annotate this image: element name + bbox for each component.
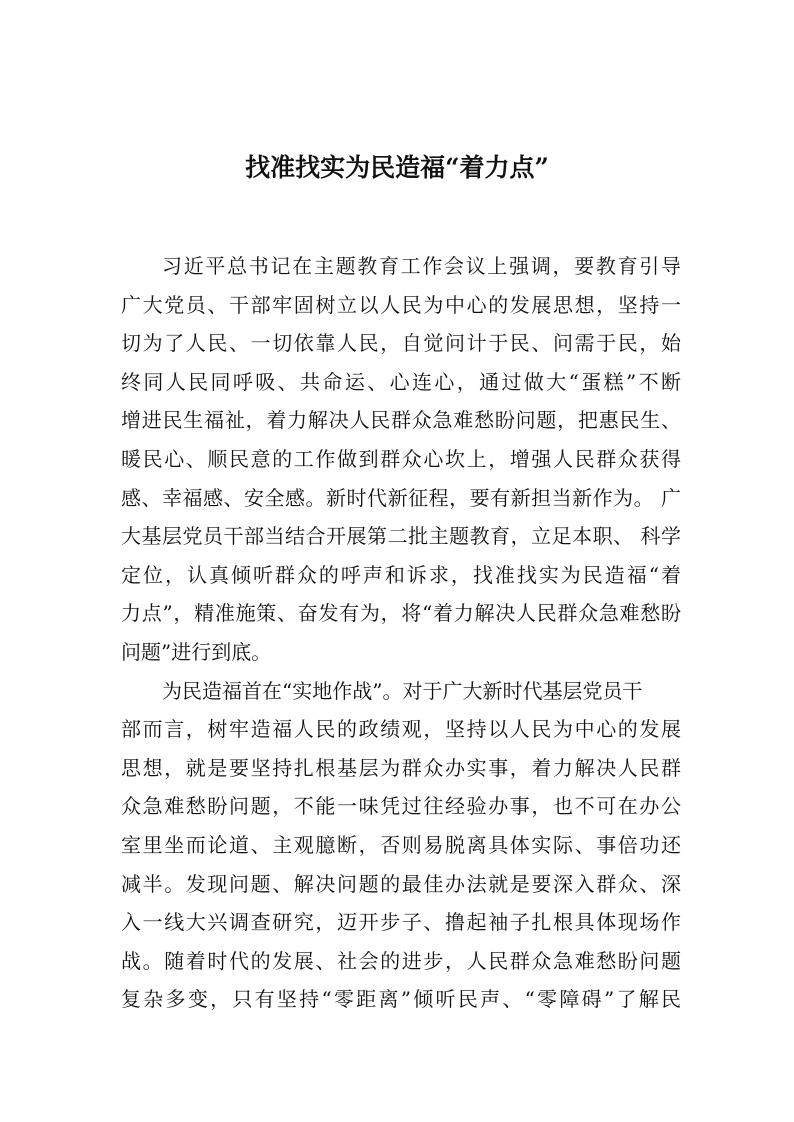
paragraph-line: 终同人民同呼吸、共命运、心连心，通过做大“蛋糕”不断 — [121, 369, 681, 394]
paragraph-1 — [121, 247, 681, 672]
document-title: 找准找实为民造福“着力点” — [245, 153, 549, 182]
paragraph-2 — [121, 672, 681, 1019]
paragraph-line: 感、幸福感、安全感。新时代新征程，要有新担当新作为。 广 — [121, 485, 681, 510]
paragraph-line: 部而言，树牢造福人民的政绩观，坚持以人民为中心的发展 — [121, 717, 681, 742]
paragraph-line: 为民造福首在“实地作战”。对于广大新时代基层党员干 — [162, 678, 643, 703]
paragraph-line: 众急难愁盼问题，不能一味凭过往经验办事，也不可在办公 — [121, 794, 681, 819]
paragraph-line: 力点”，精准施策、奋发有为，将“着力解决人民群众急难愁盼 — [121, 601, 681, 626]
paragraph-line: 习近平总书记在主题教育工作会议上强调，要教育引导 — [162, 254, 681, 278]
paragraph-line: 思想，就是要坚持扎根基层为群众办实事，着力解决人民群 — [121, 755, 681, 780]
paragraph-line: 切为了人民、一切依靠人民，自觉问计于民、问需于民，始 — [121, 331, 681, 356]
paragraph-line: 增进民生福祉，着力解决人民群众急难愁盼问题，把惠民生、 — [121, 408, 681, 433]
paragraph-line: 入一线大兴调查研究，迈开步子、撸起袖子扎根具体现场作 — [121, 910, 681, 935]
document-body — [121, 247, 681, 1019]
paragraph-line: 战。随着时代的发展、社会的进步，人民群众急难愁盼问题 — [121, 948, 681, 973]
paragraph-line: 室里坐而论道、主观臆断，否则易脱离具体实际、事倍功还 — [121, 832, 681, 857]
paragraph-line: 广大党员、干部牢固树立以人民为中心的发展思想，坚持一 — [121, 292, 681, 317]
paragraph-line: 大基层党员干部当结合开展第二批主题教育，立足本职、 科学 — [121, 524, 681, 549]
paragraph-line: 问题”进行到底。 — [121, 639, 272, 664]
paragraph-line: 定位，认真倾听群众的呼声和诉求，找准找实为民造福“着 — [121, 562, 681, 587]
paragraph-line: 减半。发现问题、解决问题的最佳办法就是要深入群众、深 — [121, 871, 681, 896]
paragraph-line: 暖民心、顺民意的工作做到群众心坎上，增强人民群众获得 — [121, 446, 681, 471]
paragraph-line: 复杂多变，只有坚持“零距离”倾听民声、“零障碍”了解民 — [121, 987, 681, 1012]
